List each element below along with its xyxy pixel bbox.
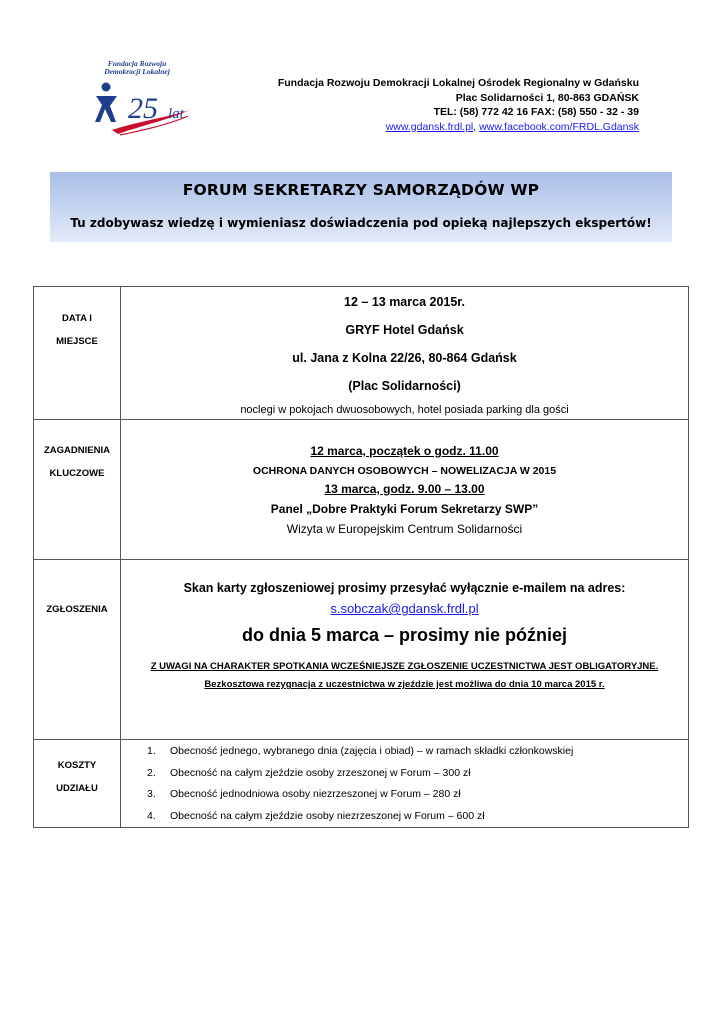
list-item-number: 2. xyxy=(147,766,156,779)
org-address: Plac Solidarności 1, 80-863 GDAŃSK xyxy=(455,91,639,104)
topics-label-line1: ZAGADNIENIA xyxy=(44,445,110,456)
list-item xyxy=(121,741,688,763)
list-item-number: 3. xyxy=(147,788,156,800)
hotel-street: ul. Jana z Kolna 22/26, 80-864 Gdańsk xyxy=(292,351,517,365)
costs-content-cell xyxy=(121,740,689,828)
registration-label-cell xyxy=(34,560,121,740)
costs-list xyxy=(121,740,688,827)
table-row-registration xyxy=(34,560,689,740)
event-date: 12 – 13 marca 2015r. xyxy=(344,295,465,309)
facebook-link[interactable]: www.facebook.com/FRDL.Gdansk xyxy=(479,120,639,133)
list-item xyxy=(121,784,688,806)
costs-label-cell xyxy=(34,740,121,828)
frdl-25-logo xyxy=(90,60,200,140)
free-cancellation-notice: Bezkosztowa rezygnacja z uczestnictwa w zjeździe jest możliwa do dnia 10 marca 2015 r. xyxy=(204,679,605,690)
list-item-number: 4. xyxy=(147,809,156,822)
email-line xyxy=(121,595,688,616)
link-separator: , xyxy=(473,120,480,133)
org-links xyxy=(278,120,639,135)
list-item-text: Obecność na całym zjeździe osoby zrzeszonej w Forum – 300 zł xyxy=(170,766,471,779)
list-item-number: 1. xyxy=(147,745,156,757)
table-row-topics xyxy=(34,420,689,560)
hotel-area: (Plac Solidarności) xyxy=(348,379,461,393)
logo-figure-head xyxy=(102,83,111,92)
costs-label-line1: KOSZTY xyxy=(57,760,97,771)
mandatory-notice: Z UWAGI NA CHARAKTER SPOTKANIA WCZEŚNIEJSZE ZGŁOSZENIE UCZESTNICTWA JEST OBLIGATORYJNE. xyxy=(150,661,659,672)
registration-content-cell xyxy=(121,560,689,740)
org-name: Fundacja Rozwoju Demokracji Lokalnej Ośrodek Regionalny w Gdańsku xyxy=(277,77,639,89)
registration-deadline: do dnia 5 marca – prosimy nie później xyxy=(241,625,568,645)
visit-note: Wizyta w Europejskim Centrum Solidarności xyxy=(286,522,523,536)
topics-content-cell xyxy=(121,420,689,560)
list-item-text: Obecność jednodniowa osoby niezrzeszonej w Forum – 280 zł xyxy=(170,788,461,800)
day2-time: 13 marca, godz. 9.00 – 13.00 xyxy=(324,482,485,496)
logo-anniversary: 25 xyxy=(128,92,158,125)
panel-title: Panel „Dobre Praktyki Forum Sekretarzy SWP” xyxy=(270,502,539,516)
list-item-text: Obecność jednego, wybranego dnia (zajęcia i obiad) – w ramach składki członkowskiej xyxy=(170,745,574,757)
day1-time: 12 marca, początek o godz. 11.00 xyxy=(310,444,499,458)
banner-subtitle: Tu zdobywasz wiedzę i wymieniasz doświadczenia pod opieką najlepszych ekspertów! xyxy=(70,216,652,230)
venue-label-line1: DATA I xyxy=(62,313,92,324)
costs-label-line2: UDZIAŁU xyxy=(56,783,98,794)
website-link[interactable]: www.gdansk.frdl.pl xyxy=(385,120,474,133)
logo-caption xyxy=(102,60,172,76)
event-info-table xyxy=(33,286,689,828)
venue-label-cell xyxy=(34,287,121,420)
title-banner xyxy=(50,172,672,242)
table-row-venue xyxy=(34,287,689,420)
hotel-name: GRYF Hotel Gdańsk xyxy=(345,323,464,337)
day1-topic: OCHRONA DANYCH OSOBOWYCH – NOWELIZACJA W 2015 xyxy=(252,465,557,477)
logo-caption-line2: Demokracji Lokalnej xyxy=(104,67,170,76)
email-link[interactable]: s.sobczak@gdansk.frdl.pl xyxy=(330,601,479,616)
venue-label-line2: MIEJSCE xyxy=(56,336,98,347)
list-item-text: Obecność na całym zjeździe osoby niezrzeszonej w Forum – 600 zł xyxy=(170,809,485,822)
banner-title: FORUM SEKRETARZY SAMORZĄDÓW WP xyxy=(182,181,540,199)
table-row-costs xyxy=(34,740,689,828)
org-contact: TEL: (58) 772 42 16 FAX: (58) 550 - 32 - 39 xyxy=(433,106,639,118)
topics-label-cell xyxy=(34,420,121,560)
registration-label: ZGŁOSZENIA xyxy=(46,604,108,615)
accommodation-note: noclegi w pokojach dwuosobowych, hotel posiada parking dla gości xyxy=(240,404,569,416)
logo-lat: lat xyxy=(168,106,184,122)
topics-label-line2: KLUCZOWE xyxy=(49,468,105,479)
list-item xyxy=(121,763,688,785)
logo-figure-body xyxy=(95,96,117,122)
scan-instruction: Skan karty zgłoszeniowej prosimy przesyłać wyłącznie e-mailem na adres: xyxy=(183,581,626,595)
logo-caption-line1: Fundacja Rozwoju xyxy=(107,59,167,68)
list-item xyxy=(121,806,688,828)
organization-header xyxy=(278,76,639,134)
venue-content-cell xyxy=(121,287,689,420)
